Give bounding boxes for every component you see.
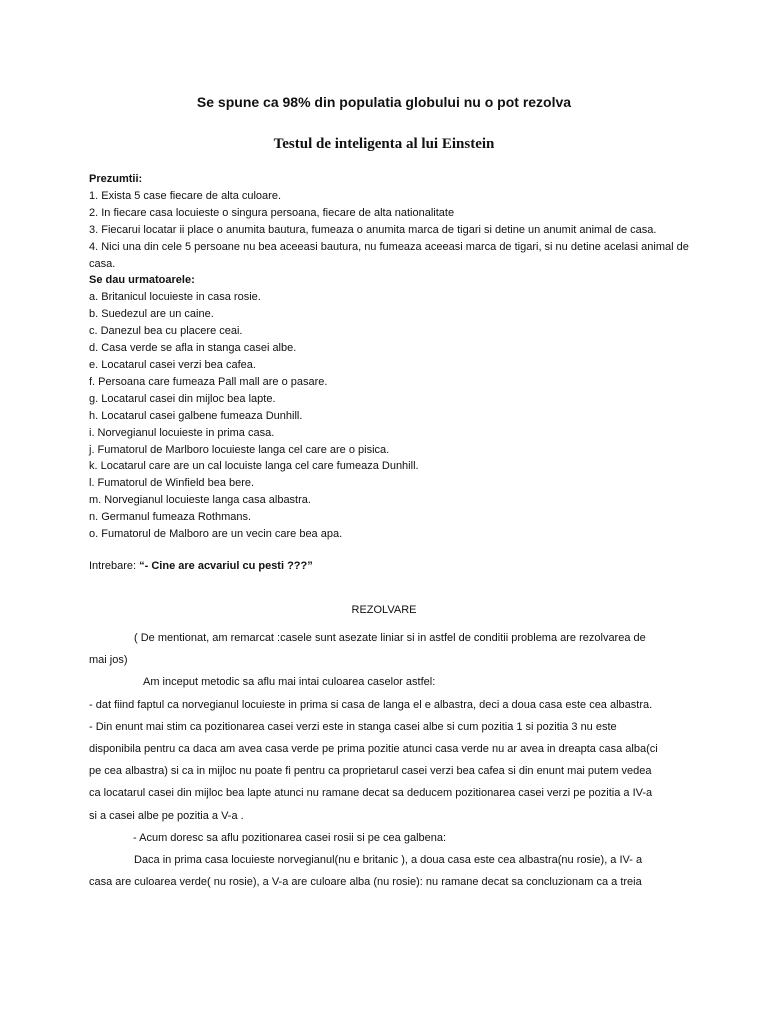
clues-heading: Se dau urmatoarele: <box>89 274 195 287</box>
clue-line: f. Persoana care fumeaza Pall mall are o pasare. <box>89 375 328 388</box>
assumption-line: 3. Fiecarui locatar ii place o anumita bautura, fumeaza o anumita marca de tigari si detine un anumit animal de casa. <box>89 223 657 236</box>
clue-line: m. Norvegianul locuieste langa casa albastra. <box>89 494 311 507</box>
solution-line: Daca in prima casa locuieste norvegianul(nu e britanic ), a doua casa este cea albastra(nu rosie), a IV- a <box>134 854 643 867</box>
assumption-line: 4. Nici una din cele 5 persoane nu bea aceeasi bautura, nu fumeaza aceeasi marca de tigari, si nu detine acelasi animal de casa. <box>89 240 689 270</box>
clue-line: j. Fumatorul de Marlboro locuieste langa cel care are o pisica. <box>89 443 390 456</box>
clue-line: e. Locatarul casei verzi bea cafea. <box>89 358 256 371</box>
solution-line: - Din enunt mai stim ca pozitionarea casei verzi este in stanga casei albe si cum pozitia 1 si pozitia 3 nu este <box>89 720 617 733</box>
clue-line: n. Germanul fumeaza Rothmans. <box>89 511 252 524</box>
solution-heading: REZOLVARE <box>351 604 417 616</box>
assumption-line: 1. Exista 5 case fiecare de alta culoare. <box>89 189 281 202</box>
clue-line: h. Locatarul casei galbene fumeaza Dunhill. <box>89 409 303 422</box>
question-label: Intrebare: <box>89 560 140 572</box>
document-subtitle: Testul de inteligenta al lui Einstein <box>273 136 495 152</box>
solution-line: disponibila pentru ca daca am avea casa verde pe prima pozitie atunci casa verde nu ar avea in dreapta casa alba(ci <box>89 743 658 756</box>
solution-line: - Acum doresc sa aflu pozitionarea casei rosii si pe cea galbena: <box>133 831 447 844</box>
clue-line: c. Danezul bea cu placere ceai. <box>89 325 243 338</box>
clue-line: d. Casa verde se afla in stanga casei albe. <box>89 342 297 355</box>
assumptions-heading: Prezumtii: <box>89 173 143 185</box>
solution-line: ( De mentionat, am remarcat :casele sunt asezate liniar si in astfel de conditii problema are rezolvarea de <box>134 632 646 644</box>
clue-line: b. Suedezul are un caine. <box>89 308 214 321</box>
solution-line: casa are culoarea verde( nu rosie), a V-a are culoare alba (nu rosie): nu ramane decat sa concluzionam ca a treia <box>89 876 642 889</box>
clue-line: a. Britanicul locuieste in casa rosie. <box>89 291 261 304</box>
question-text: “- Cine are acvariul cu pesti ???” <box>139 560 313 572</box>
solution-body <box>89 627 685 893</box>
clue-line: l. Fumatorul de Winfield bea bere. <box>89 477 255 490</box>
clue-line: g. Locatarul casei din mijloc bea lapte. <box>89 392 276 405</box>
assumption-line: 2. In fiecare casa locuieste o singura persoana, fiecare de alta nationalitate <box>89 206 455 219</box>
solution-line: - dat fiind faptul ca norvegianul locuieste in prima si casa de langa el e albastra, deci a doua casa este cea albastra. <box>89 698 653 711</box>
question <box>89 560 313 572</box>
solution-line: Am inceput metodic sa aflu mai intai culoarea caselor astfel: <box>143 676 436 689</box>
puzzle-statement <box>89 171 689 543</box>
solution-line: si a casei albe pe pozitia a V-a . <box>89 809 244 822</box>
clue-line: i. Norvegianul locuieste in prima casa. <box>89 426 275 439</box>
solution-line: pe cea albastra) si ca in mijloc nu poate fi pentru ca proprietarul casei verzi bea cafea si din enunt mai putem vedea <box>89 765 652 778</box>
clue-line: o. Fumatorul de Malboro are un vecin care bea apa. <box>89 528 343 541</box>
document-title: Se spune ca 98% din populatia globului nu o pot rezolva <box>196 94 572 110</box>
solution-line: ca locatarul casei din mijloc bea lapte atunci nu ramane decat sa deducem pozitionarea casei verzi pe pozitia a IV-a <box>89 787 653 800</box>
solution-line: mai jos) <box>89 654 128 667</box>
clue-line: k. Locatarul care are un cal locuiste langa cel care fumeaza Dunhill. <box>89 460 419 473</box>
